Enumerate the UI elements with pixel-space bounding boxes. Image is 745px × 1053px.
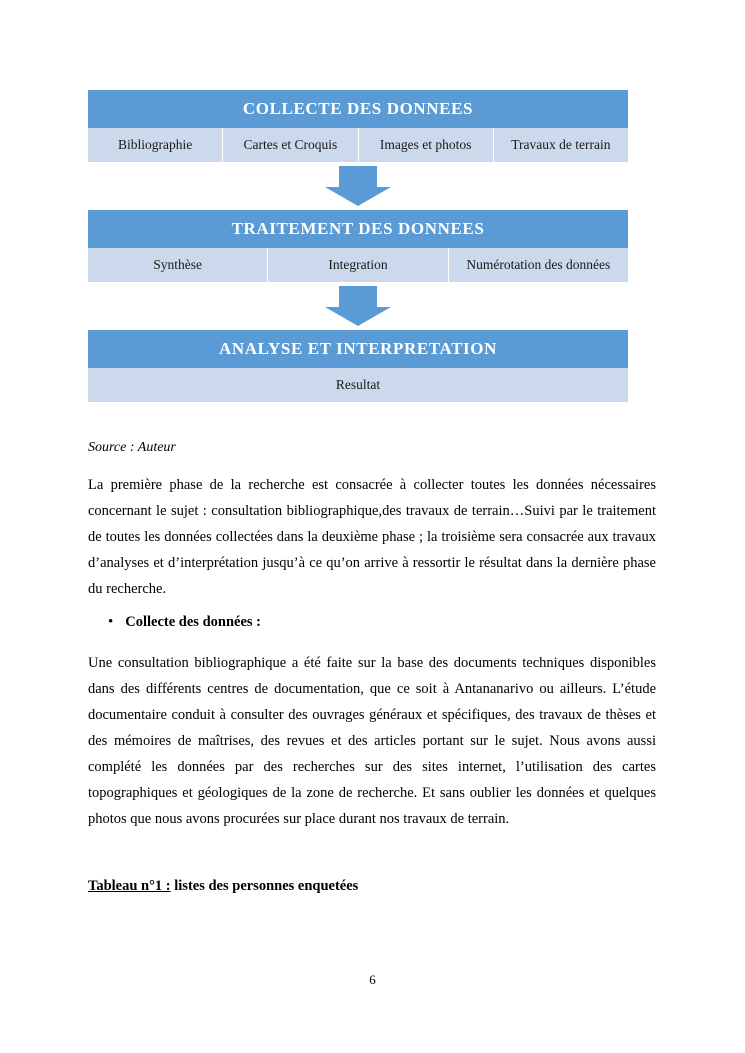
flow-item: Bibliographie: [88, 128, 223, 162]
flow-arrow-1: [88, 162, 628, 210]
flow-item: Travaux de terrain: [511, 137, 611, 152]
flow-item: Synthèse: [88, 248, 268, 282]
flow-block-analyse-title: ANALYSE ET INTERPRETATION: [88, 330, 628, 368]
figure-source-note: Source : Auteur: [88, 440, 176, 455]
flow-block-analyse: [88, 330, 628, 402]
flow-block-analyse-items: [88, 368, 628, 402]
table-caption-number: Tableau n°1 :: [88, 878, 171, 894]
flow-arrow-2: [88, 282, 628, 330]
table-caption-text: listes des personnes enquetées: [170, 878, 359, 894]
down-arrow-icon: [325, 286, 391, 326]
flow-block-collecte-items: [88, 128, 628, 162]
bullet-collecte: [108, 614, 261, 631]
flow-item: Images et photos: [359, 128, 494, 162]
flow-block-collecte: [88, 90, 628, 162]
flow-item: Resultat: [335, 377, 381, 392]
down-arrow-head: [325, 187, 391, 206]
bullet-label: Collecte des données :: [125, 614, 261, 630]
flow-block-collecte-title: COLLECTE DES DONNEES: [88, 90, 628, 128]
flow-block-traitement-title: TRAITEMENT DES DONNEES: [88, 210, 628, 248]
flow-block-traitement: [88, 210, 628, 282]
flow-item: Numérotation des données: [466, 257, 611, 272]
table-caption: [88, 878, 358, 895]
methodology-flow-diagram: [88, 90, 628, 402]
bullet-marker-icon: •: [108, 614, 114, 630]
flow-item: Cartes et Croquis: [223, 128, 358, 162]
paragraph-collecte: Une consultation bibliographique a été faite sur la base des documents techniques disponibles dans des différents centres de documentation, que ce soit à Antananarivo ou ailleurs. L’étude documentaire conduit à consulter des ouvrages généraux et spécifiques, des travaux de thèses et des mémoires de maîtrises, des revues et des articles portant sur le sujet. Nous avons aussi complété les données par des recherches sur des sites internet, l’utilisation des cartes topographiques et géologiques de la zone de recherche. Et sans oublier les données et quelques photos que nous avons procurées sur place durant nos travaux de terrain.: [88, 655, 656, 827]
down-arrow-head: [325, 307, 391, 326]
flow-block-traitement-items: [88, 248, 628, 282]
flow-item: Integration: [268, 248, 448, 282]
paragraph-intro: La première phase de la recherche est consacrée à collecter toutes les données nécessaires concernant le sujet : consultation bibliographique,des travaux de terrain…Suivi par le traitement de toutes les données collectées dans la deuxième phase ; la troisième sera consacrée aux travaux d’analyses et d’interprétation jusqu’à ce qu’on arrive à ressortir le résultat dans la dernière phase du recherche.: [88, 477, 656, 597]
down-arrow-icon: [325, 166, 391, 206]
page-number: 6: [369, 972, 376, 987]
down-arrow-stem: [339, 166, 377, 188]
down-arrow-stem: [339, 286, 377, 308]
